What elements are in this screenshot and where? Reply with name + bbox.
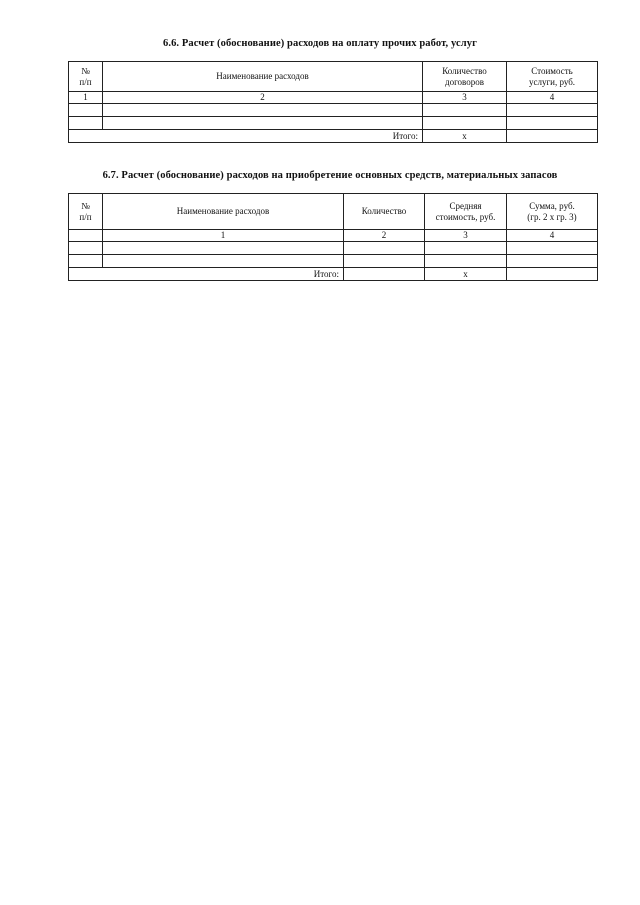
table-cell[interactable] bbox=[507, 117, 598, 130]
total-x: x bbox=[425, 268, 507, 281]
total-row bbox=[69, 268, 598, 281]
table-cell[interactable] bbox=[69, 255, 103, 268]
table-cell[interactable] bbox=[423, 117, 507, 130]
table-header-row bbox=[69, 62, 598, 92]
section-6-7-title: 6.7. Расчет (обоснование) расходов на приобретение основных средств, материальных запасов bbox=[102, 170, 558, 181]
header-service-cost: Стоимость услуги, руб. bbox=[507, 62, 598, 92]
total-label: Итого: bbox=[69, 130, 423, 143]
table-cell[interactable] bbox=[103, 104, 423, 117]
total-label: Итого: bbox=[69, 268, 344, 281]
total-value[interactable] bbox=[507, 268, 598, 281]
column-number: 4 bbox=[507, 92, 598, 104]
column-number: 2 bbox=[103, 92, 423, 104]
table-other-works-services bbox=[68, 61, 598, 143]
table-cell[interactable] bbox=[425, 242, 507, 255]
table-cell[interactable] bbox=[344, 242, 425, 255]
table-row bbox=[69, 255, 598, 268]
table-cell[interactable] bbox=[344, 255, 425, 268]
table-row bbox=[69, 104, 598, 117]
header-num: № п/п bbox=[69, 62, 103, 92]
table-cell[interactable] bbox=[103, 117, 423, 130]
table-cell[interactable] bbox=[103, 255, 344, 268]
table-fixed-assets-materials bbox=[68, 193, 598, 281]
table-cell[interactable] bbox=[425, 255, 507, 268]
column-number-row bbox=[69, 230, 598, 242]
header-contracts-count: Количество договоров bbox=[423, 62, 507, 92]
table-cell[interactable] bbox=[507, 104, 598, 117]
header-quantity: Количество bbox=[344, 194, 425, 230]
section-6-6-title: 6.6. Расчет (обоснование) расходов на оплату прочих работ, услуг bbox=[163, 38, 477, 49]
column-number: 2 bbox=[344, 230, 425, 242]
column-number-row bbox=[69, 92, 598, 104]
table-cell[interactable] bbox=[103, 242, 344, 255]
column-number: 1 bbox=[103, 230, 344, 242]
table-cell[interactable] bbox=[69, 117, 103, 130]
header-num: № п/п bbox=[69, 194, 103, 230]
table-cell[interactable] bbox=[423, 104, 507, 117]
column-number: 1 bbox=[69, 92, 103, 104]
table-cell[interactable] bbox=[344, 268, 425, 281]
table-cell[interactable] bbox=[507, 242, 598, 255]
table-row bbox=[69, 117, 598, 130]
table-cell[interactable] bbox=[69, 104, 103, 117]
table-cell bbox=[69, 230, 103, 242]
header-expense-name: Наименование расходов bbox=[103, 62, 423, 92]
header-average-cost: Средняя стоимость, руб. bbox=[425, 194, 507, 230]
total-value[interactable] bbox=[507, 130, 598, 143]
table-row bbox=[69, 242, 598, 255]
table-cell[interactable] bbox=[69, 242, 103, 255]
column-number: 4 bbox=[507, 230, 598, 242]
header-sum: Сумма, руб. (гр. 2 х гр. 3) bbox=[507, 194, 598, 230]
table-header-row bbox=[69, 194, 598, 230]
column-number: 3 bbox=[423, 92, 507, 104]
column-number: 3 bbox=[425, 230, 507, 242]
header-expense-name: Наименование расходов bbox=[103, 194, 344, 230]
table-cell[interactable] bbox=[507, 255, 598, 268]
total-row bbox=[69, 130, 598, 143]
total-x: x bbox=[423, 130, 507, 143]
